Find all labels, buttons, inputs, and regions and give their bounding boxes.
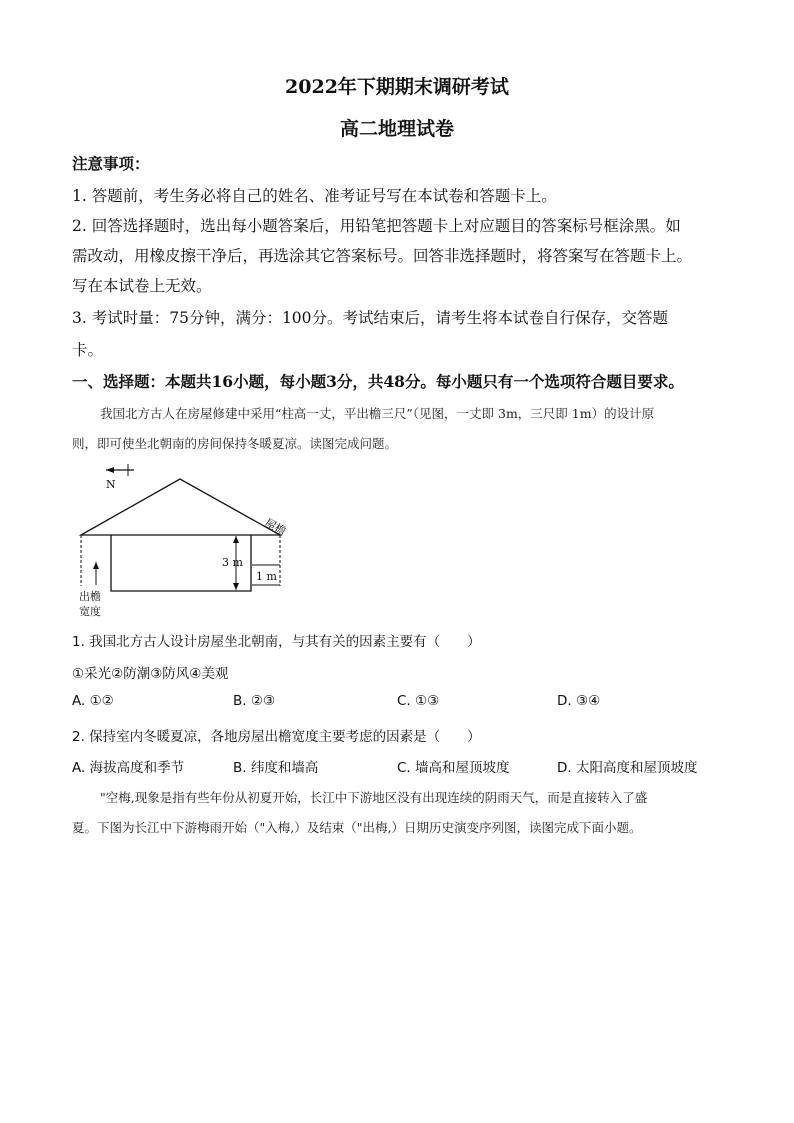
notice-line-2: 2. 回答选择题时，选出每小题答案后，用铅笔把答题卡上对应题目的答案标号框涂黑。如 xyxy=(72,217,681,235)
notice-line-6: 卡。 xyxy=(72,341,104,359)
question-2-option-a[interactable]: A. 海拔高度和季节 xyxy=(72,760,185,776)
question-1-stem: 1. 我国北方古人设计房屋坐北朝南，与其有关的因素主要有（ ） xyxy=(72,634,481,650)
notice-line-3: 需改动，用橡皮擦干净后，再选涂其它答案标号。回答非选择题时，将答案写在答题卡上。 xyxy=(72,247,693,265)
north-label: N xyxy=(106,478,116,491)
house-eave-diagram xyxy=(76,462,296,620)
intro-line-1: 我国北方古人在房屋修建中采用“柱高一丈，平出檐三尺”（见图，一丈即 3m，三尺即 1m）的设计原 xyxy=(100,406,655,421)
eave-width-label-2: 宽度 xyxy=(79,605,101,618)
height-arrow-top xyxy=(233,536,239,543)
eave-pointer-head xyxy=(93,562,99,569)
eave-width-value: 1 m xyxy=(256,570,277,583)
roof-eave-label: 屋檐 xyxy=(262,516,289,538)
question-1-option-a[interactable]: A. ①② xyxy=(72,693,114,709)
question-1-option-d[interactable]: D. ③④ xyxy=(557,693,601,709)
notice-line-1: 1. 答题前，考生务必将自己的姓名、准考证号写在本试卷和答题卡上。 xyxy=(72,187,557,205)
question-1-sub: ①采光②防潮③防风④美观 xyxy=(72,666,229,682)
notice-line-4: 写在本试卷上无效。 xyxy=(72,277,212,295)
intro-line-2: 则，即可使坐北朝南的房间保持冬暖夏凉。读图完成问题。 xyxy=(72,436,398,451)
height-arrow-bottom xyxy=(233,583,239,590)
passage2-line-1: "空梅,现象是指有些年份从初夏开始，长江中下游地区没有出现连续的阴雨天气，而是直接转入了盛 xyxy=(100,790,648,805)
question-1-option-b[interactable]: B. ②③ xyxy=(233,693,276,709)
height-label: 3 m xyxy=(222,556,243,569)
passage2-line-2: 夏。下图为长江中下游梅雨开始（"入梅,）及结束（"出梅,）日期历史演变序列图，读图完成下面小题。 xyxy=(72,820,642,835)
section-heading: 一、选择题：本题共16小题，每小题3分，共48分。每小题只有一个选项符合题目要求。 xyxy=(72,372,684,391)
exam-subtitle: 高二地理试卷 xyxy=(339,118,454,140)
question-2-option-c[interactable]: C. 墙高和屋顶坡度 xyxy=(397,760,510,776)
question-1-option-c[interactable]: C. ①③ xyxy=(397,693,440,709)
question-2-stem: 2. 保持室内冬暖夏凉，各地房屋出檐宽度主要考虑的因素是（ ） xyxy=(72,729,481,745)
north-arrow-head xyxy=(106,467,114,473)
notice-line-5: 3. 考试时量：75分钟，满分：100分。考试结束后，请考生将本试卷自行保存，交答题 xyxy=(72,309,669,327)
notice-heading: 注意事项： xyxy=(72,154,150,173)
eave-width-label-1: 出檐 xyxy=(79,590,101,603)
question-2-option-b[interactable]: B. 纬度和墙高 xyxy=(233,760,319,776)
question-2-option-d[interactable]: D. 太阳高度和屋顶坡度 xyxy=(557,760,698,776)
exam-title: 2022年下期期末调研考试 xyxy=(285,76,509,98)
